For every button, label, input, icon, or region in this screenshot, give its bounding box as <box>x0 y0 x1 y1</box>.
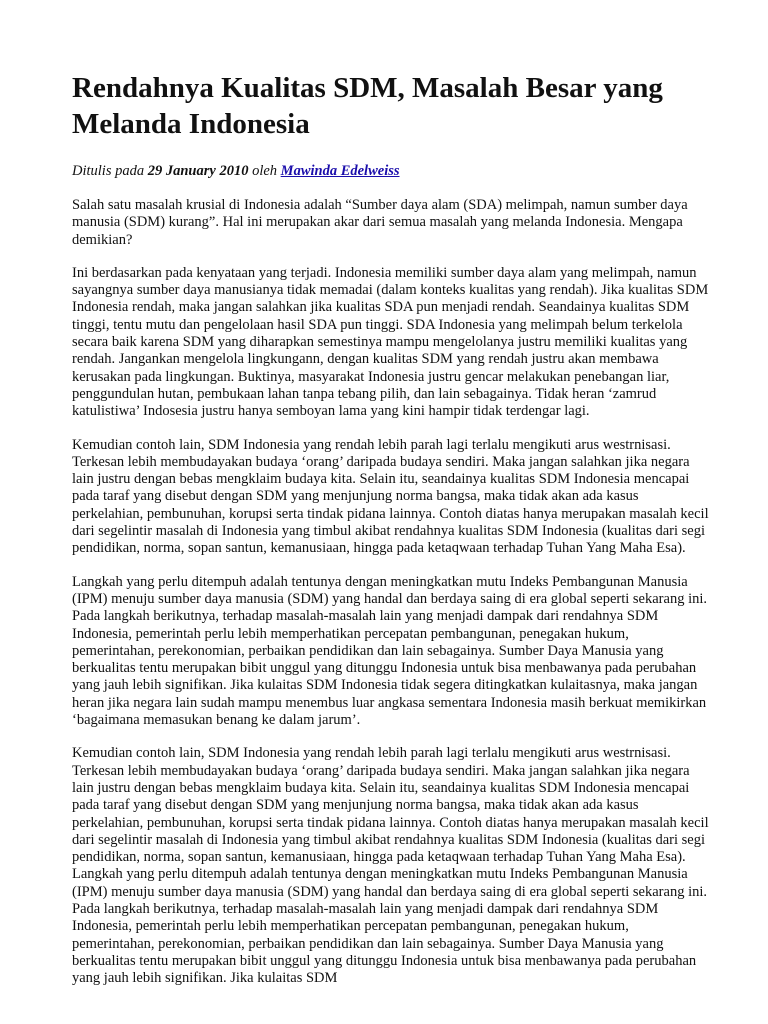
article-paragraph: Langkah yang perlu ditempuh adalah tentunya dengan meningkatkan mutu Indeks Pembangunan Manusia (IPM) menuju sumber daya manusia (SDM) yang handal dan berdaya saing di era global seperti sekarang ini. Pada langkah berikutnya, terhadap masalah-masalah lain yang menjadi dampak dari rendahnya SDM Indonesia, pemerintah perlu lebih memperhatikan percepatan pembangunan, penegakan hukum, pemerintahan, perekonomian, perbaikan pendidikan dan lain sebagainya. Sumber Daya Manusia yang berkualitas tentu merupakan bibit unggul yang ditunggu Indonesia untuk bisa menbawanya pada perubahan yang jauh lebih signifikan. Jika kulaitas SDM Indonesia tidak segera ditingkatkan kulaitasnya, maka jangan heran jika negara lain sudah mampu menembus luar angkasa sementara Indonesia masih berkuat memikirkan ‘bagaimana memasukan benang ke dalam jarum’. <box>72 573 707 729</box>
article-paragraph: Ini berdasarkan pada kenyataan yang terjadi. Indonesia memiliki sumber daya alam yang melimpah, namun sayangnya sumber daya manusianya tidak memadai (dalam konteks kualitas yang rendah). Jika kualitas SDM Indonesia rendah, maka jangan salahkan jika kualitas SDA pun menjadi rendah. Seandainya kualitas SDM tinggi, tentu mutu dan pengelolaan hasil SDA pun tinggi. SDA Indonesia yang melimpah belum terkelola secara baik karena SDM yang diharapkan semestinya mampu mengelolanya justru memiliki kualitas yang rendah. Jangankan mengelola lingkungann, dengan kualitas SDM yang rendah justru akan membawa kerusakan pada lingkungan. Buktinya, masyarakat Indonesia justru gencar melakukan penebangan liar, penggundulan hutan, pembukaan lahan tanpa tebang pilih, dan lain sebagainya. Tidak heran ‘zamrud katulistiwa’ Indosesia justru hanya semboyan lama yang kini hampir tidak terdengar lagi. <box>72 264 709 420</box>
article <box>72 70 712 987</box>
article-title: Rendahnya Kualitas SDM, Masalah Besar yang Melanda Indonesia <box>72 72 663 140</box>
article-paragraph: Kemudian contoh lain, SDM Indonesia yang rendah lebih parah lagi terlalu mengikuti arus westrnisasi. Terkesan lebih membudayakan budaya ‘orang’ daripada budaya sendiri. Maka jangan salahkan jika negara lain justru dengan bebas mengklaim budaya kita. Selain itu, seandainya kualitas SDM Indonesia mencapai pada taraf yang disebut dengan SDM yang menjunjung norma bangsa, maka tidak akan ada kasus perkelahian, pembunuhan, korupsi serta tindak pidana lainnya. Contoh diatas hanya merupakan masalah kecil dari segelintir masalah di Indonesia yang timbul akibat rendahnya kualitas SDM Indonesia (kualitas dari segi pendidikan, norma, sopan santun, kemanusiaan, hingga pada ketaqwaan terhadap Tuhan Yang Maha Esa). <box>72 436 709 557</box>
author-link[interactable]: Mawinda Edelweiss <box>280 163 400 179</box>
publish-date: 29 January 2010 <box>147 163 249 179</box>
article-paragraph: Salah satu masalah krusial di Indonesia adalah “Sumber daya alam (SDA) melimpah, namun sumber daya manusia (SDM) kurang”. Hal ini merupakan akar dari semua masalah yang melanda Indonesia. Mengapa demikian? <box>72 197 688 248</box>
article-paragraph: Kemudian contoh lain, SDM Indonesia yang rendah lebih parah lagi terlalu mengikuti arus westrnisasi. Terkesan lebih membudayakan budaya ‘orang’ daripada budaya sendiri. Maka jangan salahkan jika negara lain justru dengan bebas mengklaim budaya kita. Selain itu, seandainya kualitas SDM Indonesia mencapai pada taraf yang disebut dengan SDM yang menjunjung norma bangsa, maka tidak akan ada kasus perkelahian, pembunuhan, korupsi serta tindak pidana lainnya. Contoh diatas hanya merupakan masalah kecil dari segelintir masalah di Indonesia yang timbul akibat rendahnya kualitas SDM Indonesia (kualitas dari segi pendidikan, norma, sopan santun, kemanusiaan, hingga pada ketaqwaan terhadap Tuhan Yang Maha Esa). Langkah yang perlu ditempuh adalah tentunya dengan meningkatkan mutu Indeks Pembangunan Manusia (IPM) menuju sumber daya manusia (SDM) yang handal dan berdaya saing di era global seperti sekarang ini. Pada langkah berikutnya, terhadap masalah-masalah lain yang menjadi dampak dari rendahnya SDM Indonesia, pemerintah perlu lebih memperhatikan percepatan pembangunan, penegakan hukum, pemerintahan, perekonomian, perbaikan pendidikan dan lain sebagainya. Sumber Daya Manusia yang berkualitas tentu merupakan bibit unggul yang ditunggu Indonesia untuk bisa menbawanya pada perubahan yang jauh lebih signifikan. Jika kulaitas SDM <box>72 745 709 987</box>
byline <box>72 162 712 180</box>
byline-prefix: Ditulis pada <box>72 163 145 179</box>
byline-by: oleh <box>252 163 278 179</box>
